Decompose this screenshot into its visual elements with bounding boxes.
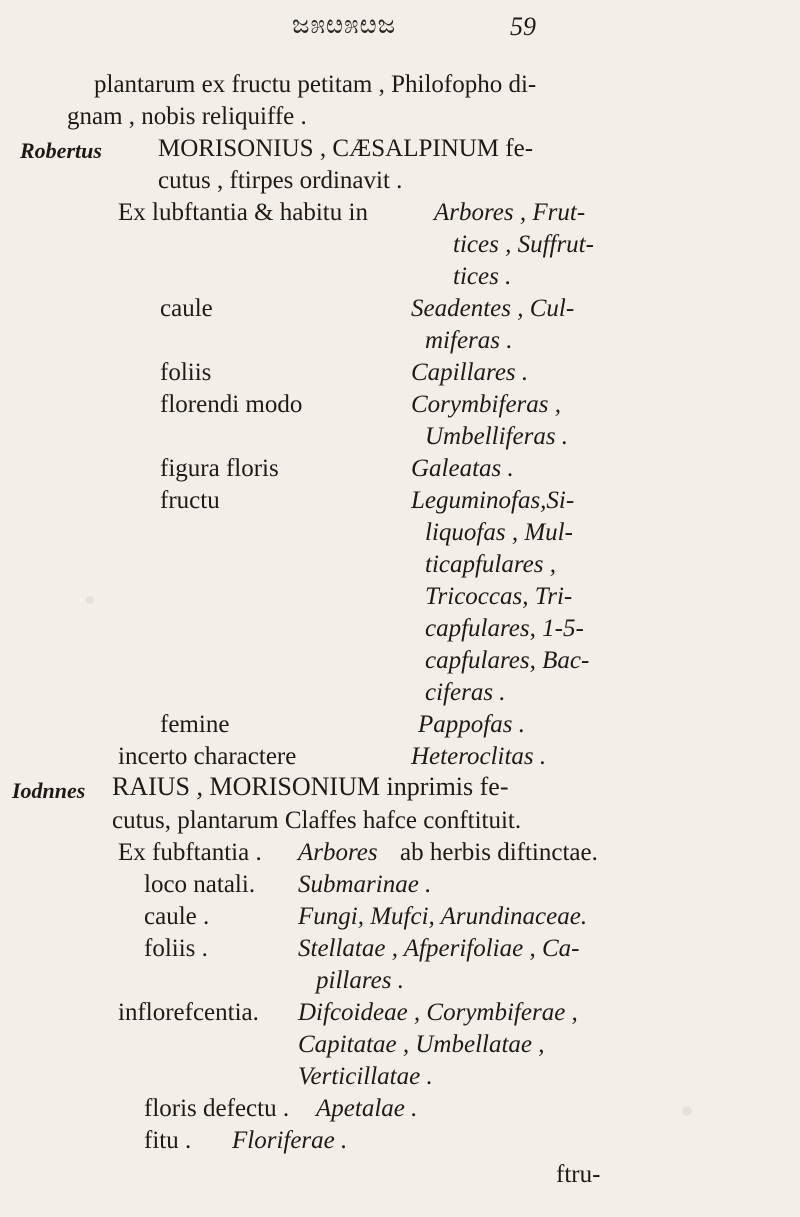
text-line: ab herbis diftinctae. xyxy=(400,839,598,866)
paper-speck xyxy=(86,596,94,604)
criterion-label: incerto charactere xyxy=(118,743,297,770)
class-item: Submarinae . xyxy=(298,871,432,898)
class-item: Verticillatae . xyxy=(298,1063,433,1090)
criterion-label: loco natali. xyxy=(144,871,256,898)
criterion-label: caule . xyxy=(144,903,210,930)
class-item: Umbelliferas . xyxy=(425,423,569,450)
text-line-italic: Arbores xyxy=(298,839,378,866)
text-line: RAIUS , MORISONIUM inprimis fe- xyxy=(112,772,509,801)
class-item: Corymbiferas , xyxy=(411,391,561,418)
paper-speck xyxy=(682,1106,692,1116)
class-item: Leguminofas,Si- xyxy=(411,487,575,514)
class-item: Floriferae . xyxy=(232,1127,348,1154)
class-item: Capitatae , Umbellatae , xyxy=(298,1031,545,1058)
class-item: pillares . xyxy=(316,967,404,994)
text-line: cutus, plantarum Claffes hafce conftituit. xyxy=(112,807,522,834)
class-item: ciferas . xyxy=(425,679,506,706)
text-line: plantarum ex fructu petitam , Philofopho di- xyxy=(94,71,537,98)
class-item: Galeatas . xyxy=(411,455,514,482)
criterion-label: figura floris xyxy=(160,455,279,482)
catchword: ftru- xyxy=(556,1161,601,1188)
class-item: Tricoccas, Tri- xyxy=(425,583,573,610)
text-line: MORISONIUS , CÆSALPINUM fe- xyxy=(158,135,534,162)
class-item: liquofas , Mul- xyxy=(425,519,573,546)
class-item: Seadentes , Cul- xyxy=(411,295,575,322)
text-line-italic: Arbores , Frut- xyxy=(434,199,586,226)
header-ornament: ಜ೫ೞ೫ೞಜ xyxy=(292,10,397,39)
class-item: capfulares, Bac- xyxy=(425,647,590,674)
class-item: Pappofas . xyxy=(418,711,525,738)
criterion-label: femine xyxy=(160,711,230,738)
class-item: miferas . xyxy=(425,327,513,354)
text-line: cutus , ftirpes ordinavit . xyxy=(158,167,403,194)
class-item: Apetalae . xyxy=(316,1095,418,1122)
class-item: Fungi, Mufci, Arundinaceae. xyxy=(298,903,588,930)
page-number: 59 xyxy=(510,12,536,41)
class-item: capfulares, 1-5- xyxy=(425,615,584,642)
margin-name-ioannes: Iodnnes xyxy=(12,778,86,803)
class-item: Heteroclitas . xyxy=(411,743,547,770)
criterion-label: florendi modo xyxy=(160,391,303,418)
class-item: ticapfulares , xyxy=(425,551,557,578)
class-item: tices . xyxy=(453,263,512,290)
class-item: Capillares . xyxy=(411,359,529,386)
text-line: gnam , nobis reliquiffe . xyxy=(67,103,307,130)
text-line: Ex fubftantia . xyxy=(118,839,262,866)
criterion-label: inflorefcentia. xyxy=(118,999,259,1026)
margin-name-robertus: Robertus xyxy=(20,138,102,163)
criterion-label: foliis . xyxy=(144,935,208,962)
text-line: Ex lubftantia & habitu in xyxy=(118,199,368,226)
criterion-label: fitu . xyxy=(144,1127,192,1154)
criterion-label: fructu xyxy=(160,487,220,514)
class-item: Difcoideae , Corymbiferae , xyxy=(298,999,578,1026)
criterion-label: caule xyxy=(160,295,213,322)
class-item: Stellatae , Afperifoliae , Ca- xyxy=(298,935,580,962)
criterion-label: floris defectu . xyxy=(144,1095,290,1122)
class-item: tices , Suffrut- xyxy=(453,231,594,258)
criterion-label: foliis xyxy=(160,359,212,386)
